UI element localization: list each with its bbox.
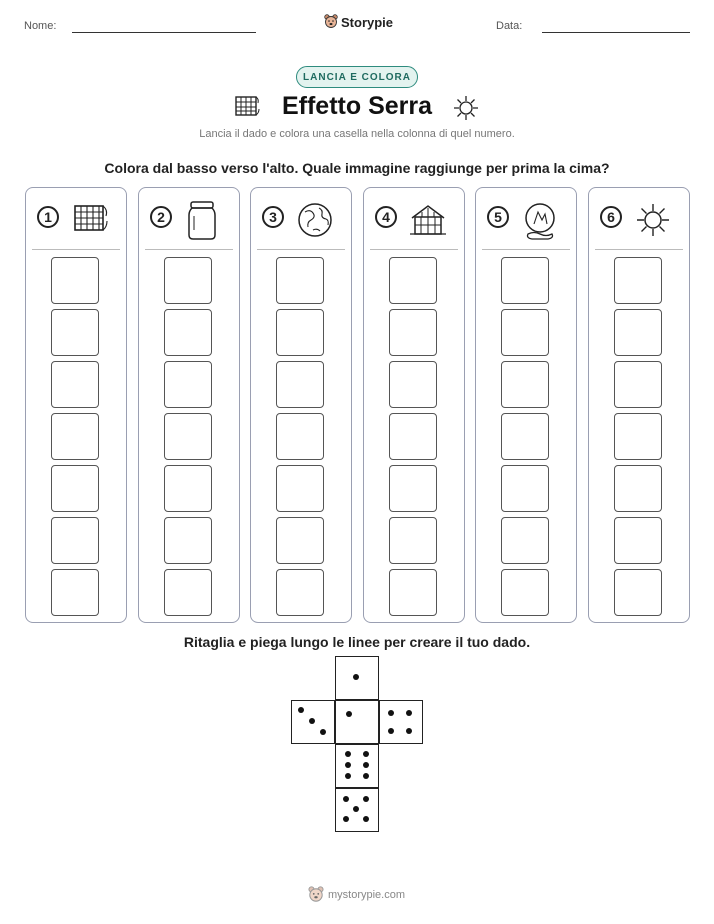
column-6 <box>588 187 690 623</box>
color-cell[interactable] <box>276 361 324 408</box>
column-divider <box>370 249 458 250</box>
die-face-1 <box>335 656 379 700</box>
die-pip <box>353 674 359 680</box>
die-face-5 <box>335 788 379 832</box>
column-number: 4 <box>375 206 397 228</box>
color-cell[interactable] <box>389 309 437 356</box>
color-cell[interactable] <box>51 309 99 356</box>
bear-logo-icon <box>324 14 338 30</box>
color-cell[interactable] <box>389 569 437 616</box>
column-divider <box>257 249 345 250</box>
color-cell[interactable] <box>164 517 212 564</box>
column-number: 2 <box>150 206 172 228</box>
die-pip <box>343 796 349 802</box>
die-face-4 <box>379 700 423 744</box>
color-cell[interactable] <box>389 413 437 460</box>
color-cell[interactable] <box>276 517 324 564</box>
color-cell[interactable] <box>51 257 99 304</box>
color-cell[interactable] <box>614 309 662 356</box>
color-cell[interactable] <box>164 569 212 616</box>
die-pip <box>388 710 394 716</box>
die-pip <box>388 728 394 734</box>
die-pip <box>343 816 349 822</box>
column-number: 5 <box>487 206 509 228</box>
column-divider <box>145 249 233 250</box>
color-cell[interactable] <box>501 465 549 512</box>
color-cell[interactable] <box>501 413 549 460</box>
column-3 <box>250 187 352 623</box>
color-cell[interactable] <box>51 465 99 512</box>
page-title: Effetto Serra <box>281 92 433 120</box>
column-5 <box>475 187 577 623</box>
color-cell[interactable] <box>614 569 662 616</box>
color-cell[interactable] <box>389 465 437 512</box>
color-cell[interactable] <box>501 309 549 356</box>
die-face-3 <box>291 700 335 744</box>
color-cell[interactable] <box>164 361 212 408</box>
name-line[interactable] <box>72 32 256 33</box>
color-cell[interactable] <box>276 465 324 512</box>
grid-net-icon <box>68 200 112 236</box>
color-cell[interactable] <box>276 309 324 356</box>
color-cell[interactable] <box>614 517 662 564</box>
subtitle: Lancia il dado e colora una casella nella colonna di quel numero. <box>199 128 515 140</box>
color-cell[interactable] <box>614 465 662 512</box>
color-cell[interactable] <box>501 517 549 564</box>
color-cell[interactable] <box>501 361 549 408</box>
color-cell[interactable] <box>51 517 99 564</box>
melting-ice-icon <box>518 200 562 242</box>
color-cell[interactable] <box>276 569 324 616</box>
sun-icon <box>631 200 675 240</box>
date-label: Data: <box>496 20 523 32</box>
date-line[interactable] <box>542 32 690 33</box>
die-pip <box>363 816 369 822</box>
die-pip <box>298 707 304 713</box>
column-divider <box>482 249 570 250</box>
die-pip <box>353 806 359 812</box>
sun-icon <box>452 94 480 122</box>
jar-icon <box>181 200 225 242</box>
color-cell[interactable] <box>501 257 549 304</box>
color-cell[interactable] <box>389 257 437 304</box>
die-pip <box>320 729 326 735</box>
color-cell[interactable] <box>389 517 437 564</box>
column-divider <box>32 249 120 250</box>
color-cell[interactable] <box>164 309 212 356</box>
name-label: Nome: <box>24 20 57 32</box>
die-pip <box>406 728 412 734</box>
column-1 <box>25 187 127 623</box>
die-pip <box>363 762 369 768</box>
color-cell[interactable] <box>389 361 437 408</box>
die-pip <box>345 773 351 779</box>
die-pip <box>363 773 369 779</box>
activity-badge: LANCIA E COLORA <box>296 66 418 88</box>
bear-logo-icon <box>308 886 324 904</box>
color-cell[interactable] <box>614 257 662 304</box>
color-cell[interactable] <box>276 257 324 304</box>
die-pip <box>345 762 351 768</box>
color-cell[interactable] <box>501 569 549 616</box>
die-face-6 <box>335 744 379 788</box>
column-number: 6 <box>600 206 622 228</box>
color-cell[interactable] <box>164 257 212 304</box>
die-pip <box>406 710 412 716</box>
earth-globe-icon <box>293 200 337 240</box>
brand-logo <box>324 14 393 30</box>
column-2 <box>138 187 240 623</box>
footer-site: mystorypie.com <box>328 889 406 901</box>
die-pip <box>346 711 352 717</box>
color-instruction: Colora dal basso verso l'alto. Quale immagine raggiunge per prima la cima? <box>104 160 610 176</box>
brand-name: Storypie <box>341 14 394 30</box>
color-cell[interactable] <box>51 361 99 408</box>
column-divider <box>595 249 683 250</box>
color-cell[interactable] <box>51 413 99 460</box>
die-pip <box>363 796 369 802</box>
cut-instruction: Ritaglia e piega lungo le linee per creare il tuo dado. <box>183 634 531 650</box>
color-cell[interactable] <box>614 413 662 460</box>
color-cell[interactable] <box>164 413 212 460</box>
die-pip <box>345 751 351 757</box>
die-pip <box>309 718 315 724</box>
column-number: 1 <box>37 206 59 228</box>
color-cell[interactable] <box>614 361 662 408</box>
color-cell[interactable] <box>276 413 324 460</box>
die-pip <box>363 751 369 757</box>
footer <box>308 886 405 904</box>
column-number: 3 <box>262 206 284 228</box>
column-4 <box>363 187 465 623</box>
color-cell[interactable] <box>51 569 99 616</box>
greenhouse-icon <box>406 200 450 240</box>
die-face-1b <box>335 700 379 744</box>
color-cell[interactable] <box>164 465 212 512</box>
